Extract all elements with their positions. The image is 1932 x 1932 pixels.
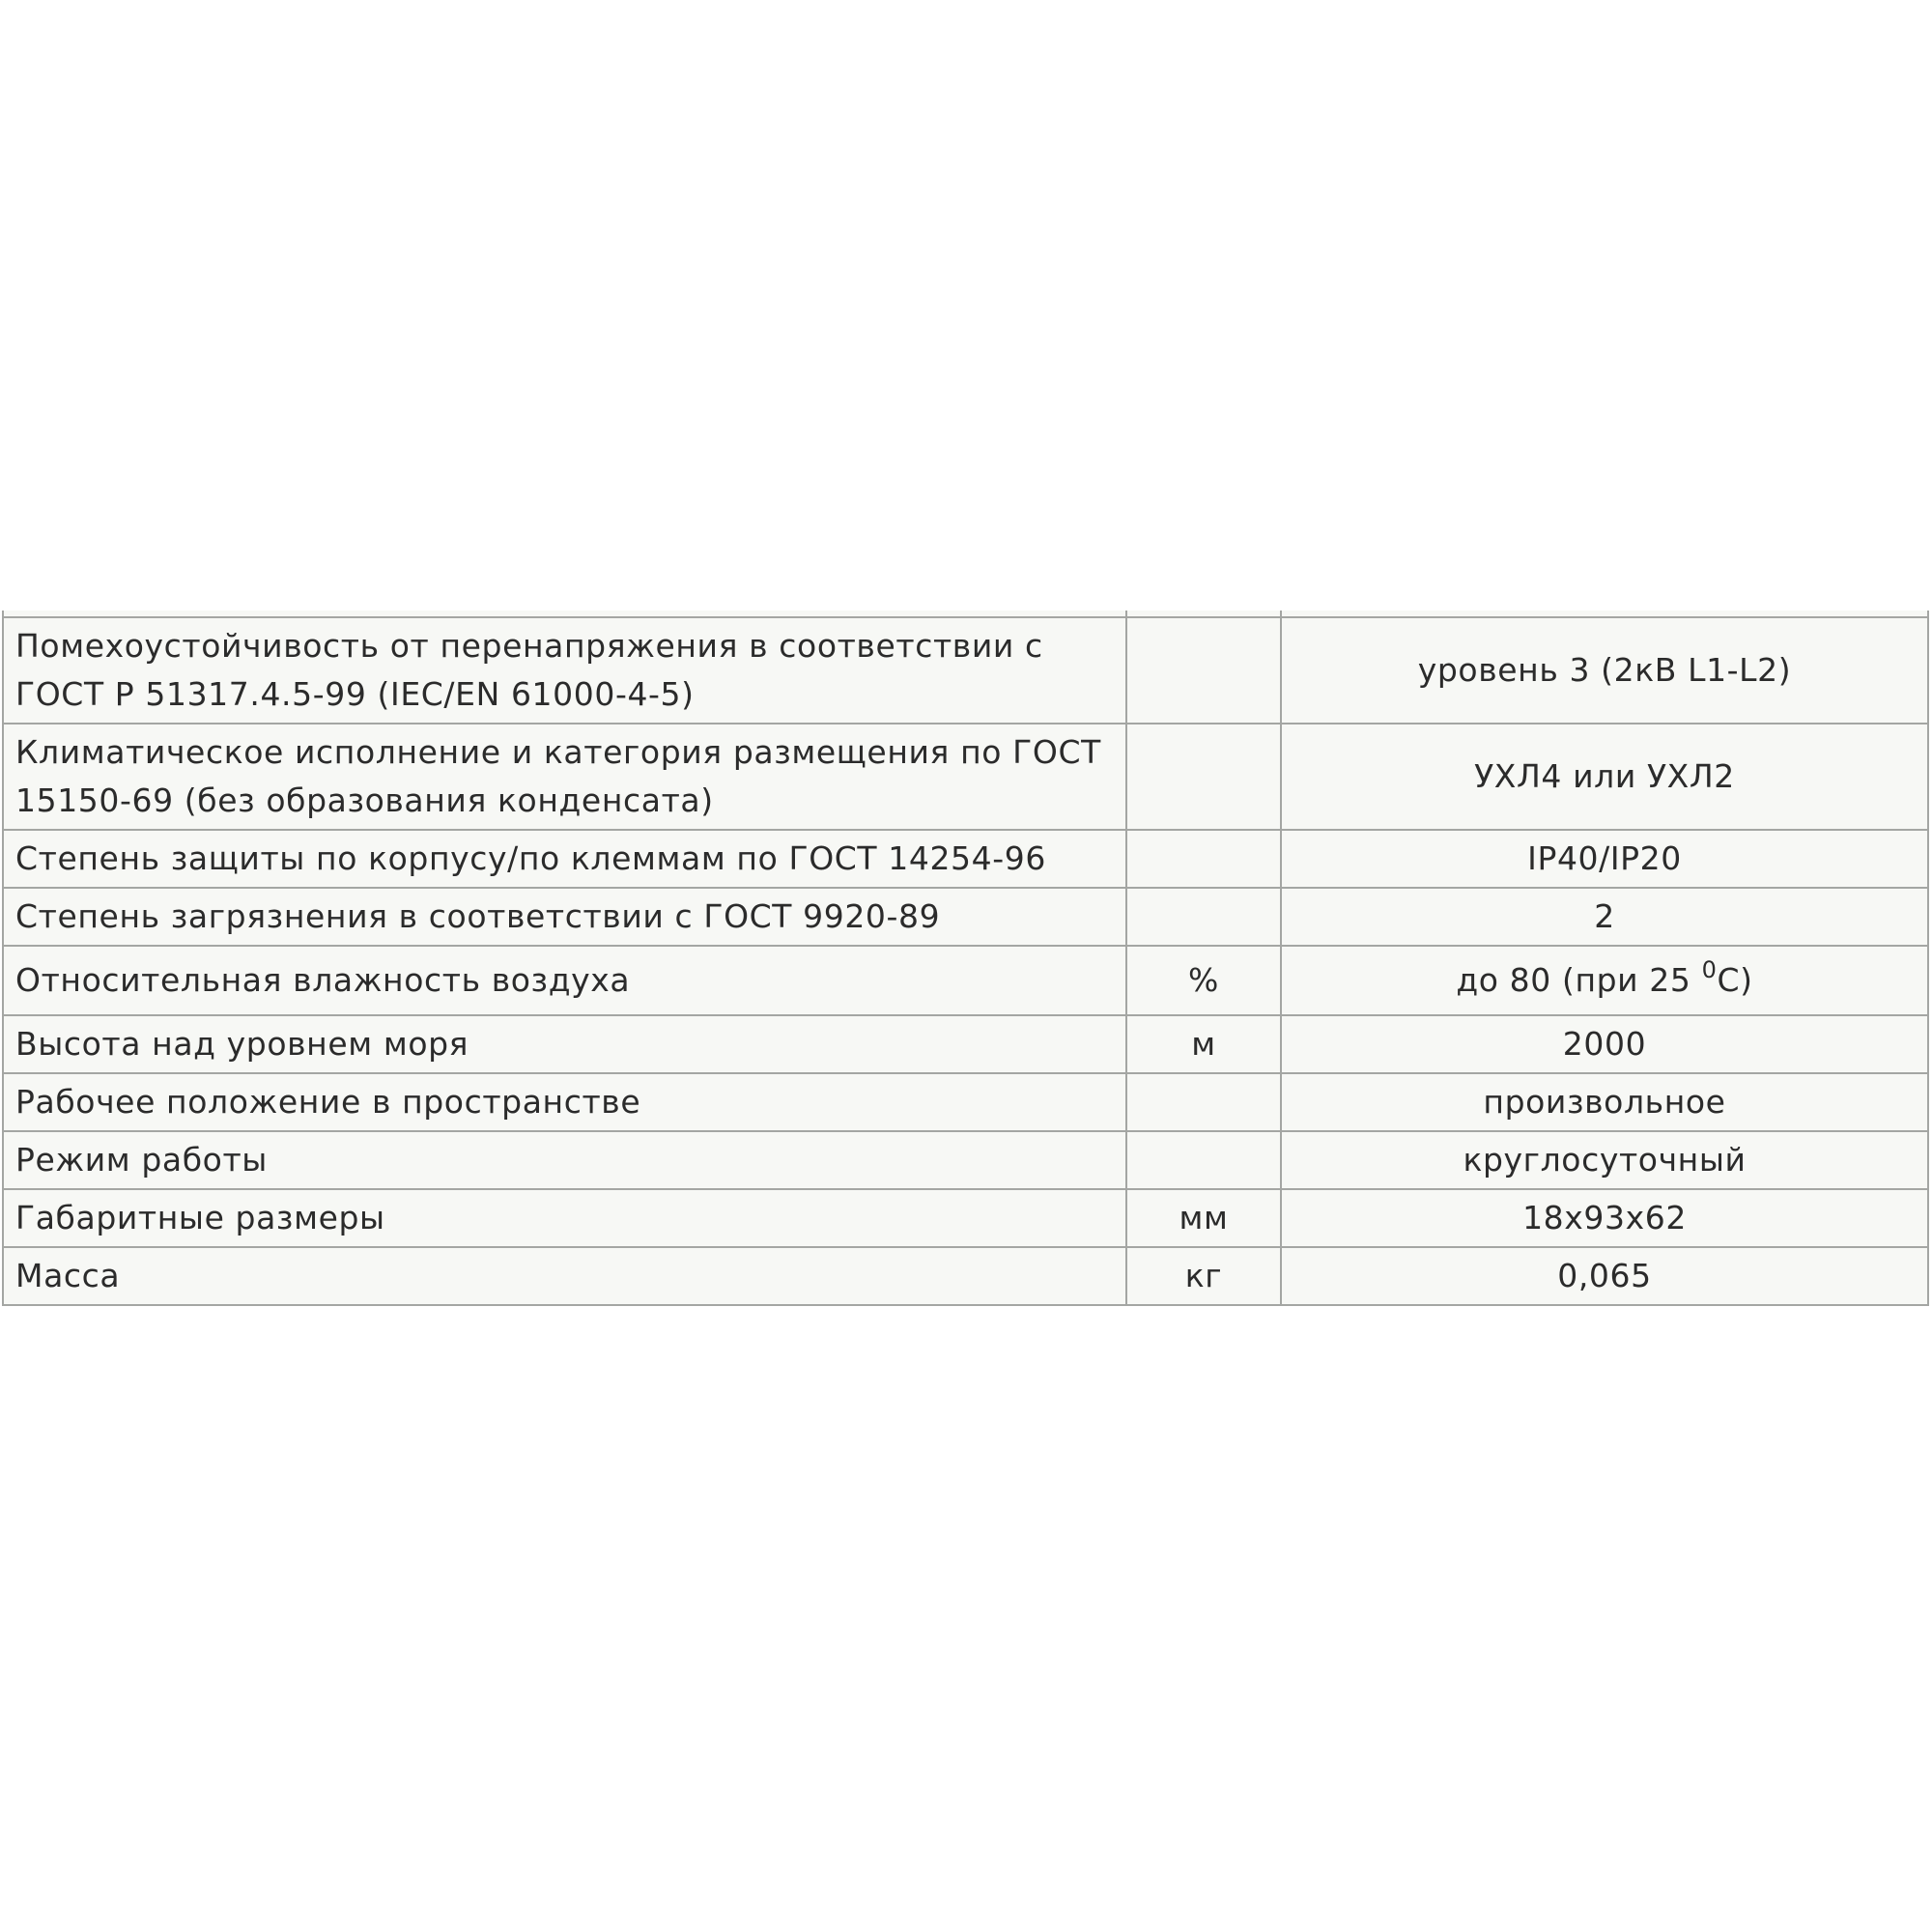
value-cell: 0,065 <box>1281 1247 1928 1305</box>
table-row <box>3 1015 1928 1073</box>
table-row <box>3 724 1928 830</box>
param-cell: Режим работы <box>3 1131 1126 1189</box>
param-cell: Масса <box>3 1247 1126 1305</box>
unit-cell: кг <box>1126 1247 1281 1305</box>
unit-cell <box>1126 1073 1281 1131</box>
value-cell: IP40/IP20 <box>1281 830 1928 888</box>
value-cell: УХЛ4 или УХЛ2 <box>1281 724 1928 830</box>
value-cell <box>1281 946 1928 1015</box>
param-cell: Степень защиты по корпусу/по клеммам по ГОСТ 14254-96 <box>3 830 1126 888</box>
param-cell: Степень загрязнения в соответствии с ГОСТ 9920-89 <box>3 888 1126 946</box>
degree-superscript: 0 <box>1701 956 1718 983</box>
param-cell: Габаритные размеры <box>3 1189 1126 1247</box>
value-text: до 80 (при 25 <box>1456 961 1702 999</box>
value-cell: круглосуточный <box>1281 1131 1928 1189</box>
unit-cell: % <box>1126 946 1281 1015</box>
table-row <box>3 888 1928 946</box>
spec-table <box>2 611 1929 1306</box>
param-cell: Высота над уровнем моря <box>3 1015 1126 1073</box>
unit-cell: мм <box>1126 1189 1281 1247</box>
table-row <box>3 1073 1928 1131</box>
table-row-cut <box>3 611 1928 617</box>
unit-cell <box>1126 724 1281 830</box>
value-text-suffix: С) <box>1717 961 1753 999</box>
value-cell: 18х93х62 <box>1281 1189 1928 1247</box>
table-row <box>3 1131 1928 1189</box>
value-cell: 2 <box>1281 888 1928 946</box>
unit-cell <box>1126 1131 1281 1189</box>
table-cell <box>1126 611 1281 617</box>
unit-cell: м <box>1126 1015 1281 1073</box>
unit-cell <box>1126 888 1281 946</box>
table-row <box>3 946 1928 1015</box>
param-cell: Относительная влажность воздуха <box>3 946 1126 1015</box>
unit-cell <box>1126 830 1281 888</box>
value-cell: произвольное <box>1281 1073 1928 1131</box>
param-cell: Помехоустойчивость от перенапряжения в соответствии с ГОСТ Р 51317.4.5-99 (IEC/EN 61000-4-5) <box>3 617 1126 724</box>
param-cell: Климатическое исполнение и категория размещения по ГОСТ 15150-69 (без образования конденсата) <box>3 724 1126 830</box>
table-row <box>3 830 1928 888</box>
value-cell: 2000 <box>1281 1015 1928 1073</box>
table-row <box>3 1247 1928 1305</box>
value-cell: уровень 3 (2кВ L1-L2) <box>1281 617 1928 724</box>
table-cell <box>3 611 1126 617</box>
unit-cell <box>1126 617 1281 724</box>
table-row <box>3 617 1928 724</box>
param-cell: Рабочее положение в пространстве <box>3 1073 1126 1131</box>
table-row <box>3 1189 1928 1247</box>
table-cell <box>1281 611 1928 617</box>
